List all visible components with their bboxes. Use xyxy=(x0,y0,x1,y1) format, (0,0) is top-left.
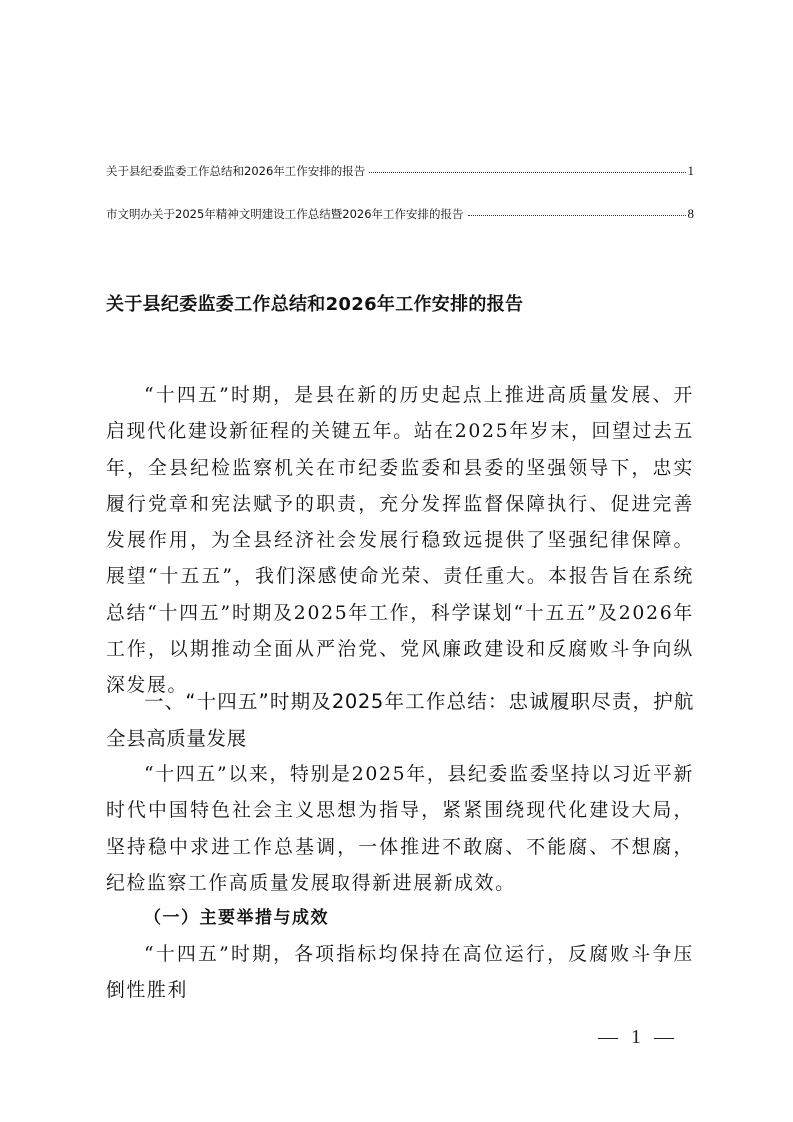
toc-entry[interactable] xyxy=(106,206,694,222)
document-title: 关于县纪委监委工作总结和2026年工作安排的报告 xyxy=(106,294,524,315)
toc-entry-title: 市文明办关于2025年精神文明建设工作总结暨2026年工作安排的报告 xyxy=(106,207,464,221)
section-heading: 一、“十四五”时期及2025年工作总结：忠诚履职尽责，护航全县高质量发展 xyxy=(106,690,694,750)
toc-dot-leader xyxy=(369,162,685,173)
page-number: — 1 — xyxy=(598,1026,678,1048)
body-paragraph: “十四五”时期，各项指标均保持在高位运行，反腐败斗争压倒性胜利 xyxy=(106,944,694,1002)
toc-entry-title: 关于县纪委监委工作总结和2026年工作安排的报告 xyxy=(106,164,366,178)
body-paragraph: “十四五”时期，是县在新的历史起点上推进高质量发展、开启现代化建设新征程的关键五年。站在2025年岁末，回望过去五年，全县纪检监察机关在市纪委监委和县委的坚强领导下，忠实履行党章和宪法赋予的职责，充分发挥监督保障执行、促进完善发展作用，为全县经济社会发展行稳致远提供了坚强纪律保障。展望“十五五”，我们深感使命光荣、责任重大。本报告旨在系统总结“十四五”时期及2025年工作，科学谋划“十五五”及2026年工作，以期推动全面从严治党、党风廉政建设和反腐败斗争向纵深发展。 xyxy=(106,385,694,697)
toc-dot-leader xyxy=(468,205,686,216)
toc-entry-page: 8 xyxy=(687,206,694,221)
table-of-contents xyxy=(106,163,694,249)
toc-entry[interactable] xyxy=(106,163,694,179)
body-paragraph: “十四五”以来，特别是2025年，县纪委监委坚持以习近平新时代中国特色社会主义思想为指导，紧紧围绕现代化建设大局，坚持稳中求进工作总基调，一体推进不敢腐、不能腐、不想腐，纪检监察工作高质量发展取得新进展新成效。 xyxy=(106,764,694,894)
subsection-heading: （一）主要举措与成效 xyxy=(144,908,329,928)
toc-entry-page: 1 xyxy=(687,163,694,178)
